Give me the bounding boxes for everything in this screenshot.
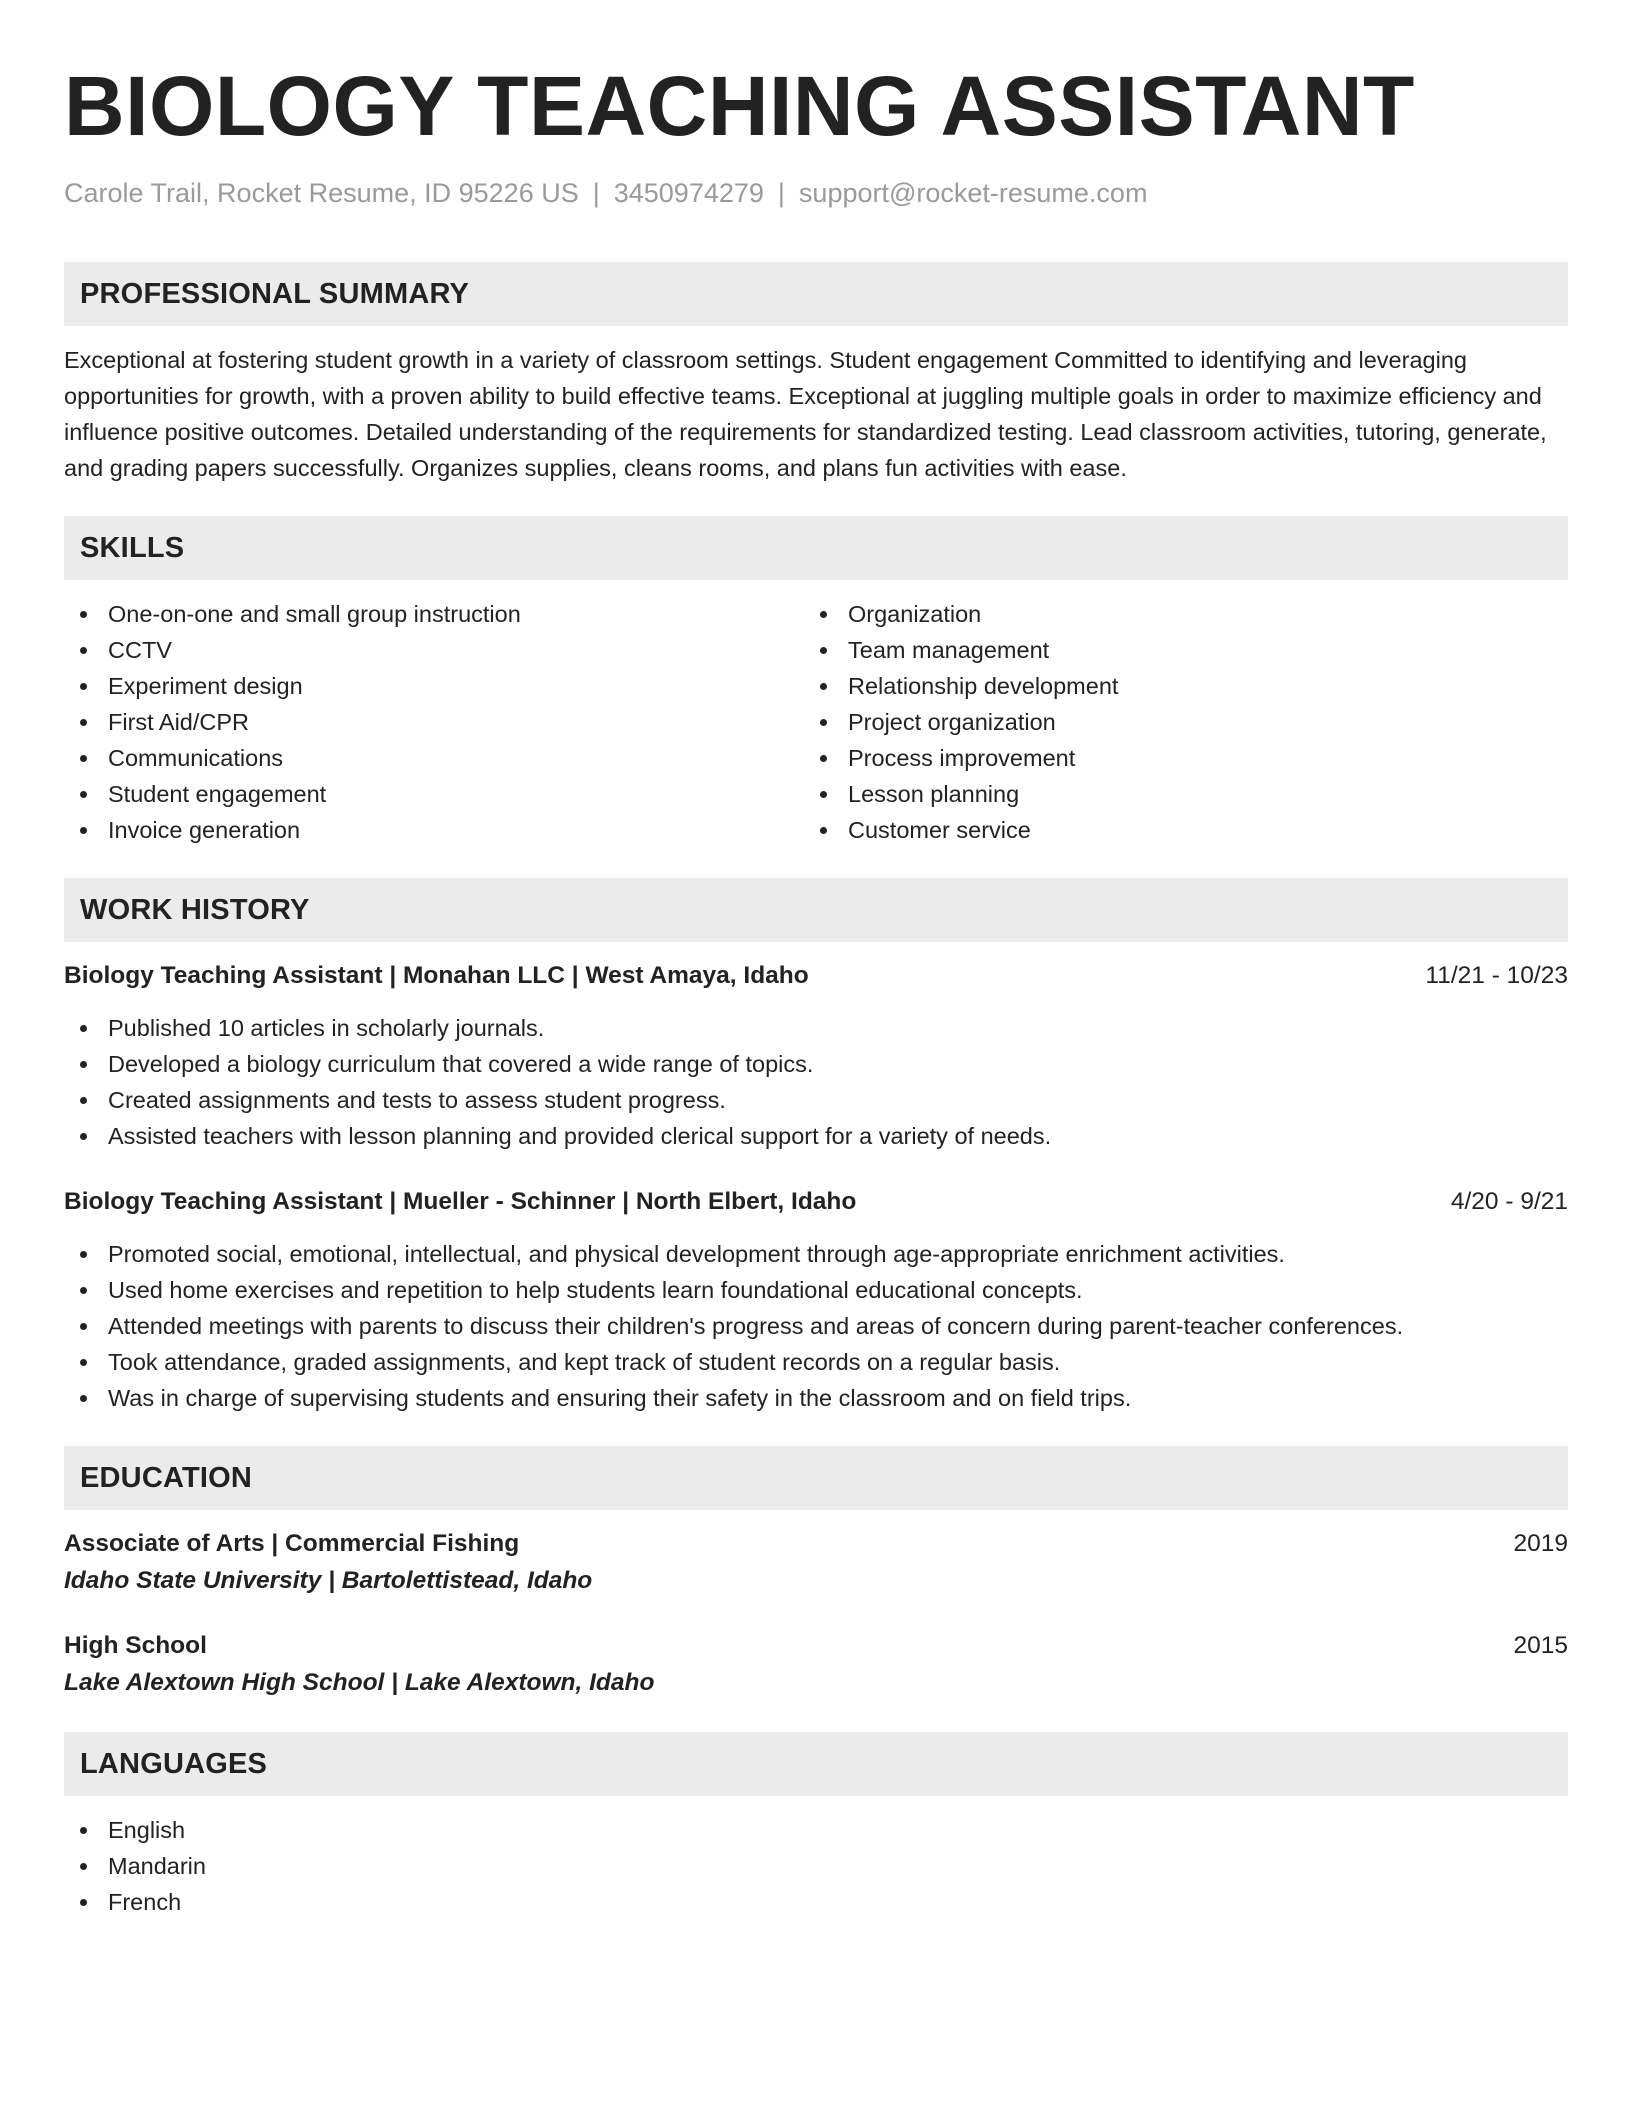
resume-title: BIOLOGY TEACHING ASSISTANT bbox=[64, 59, 1415, 153]
skill-item: First Aid/CPR bbox=[64, 704, 804, 740]
section-heading-languages: LANGUAGES bbox=[64, 1732, 1568, 1796]
job-duty-item: Promoted social, emotional, intellectual, and physical development through age-appropriate enrichment activities. bbox=[64, 1236, 1568, 1272]
skill-item: Communications bbox=[64, 740, 804, 776]
education-degree: Associate of Arts | Commercial Fishing bbox=[64, 1530, 520, 1557]
job-duty-item: Assisted teachers with lesson planning and provided clerical support for a variety of needs. bbox=[64, 1118, 1568, 1154]
contact-phone: 3450974279 bbox=[613, 178, 764, 208]
education-school: Idaho State University | Bartolettistead, Idaho bbox=[64, 1567, 593, 1594]
skill-item: Lesson planning bbox=[804, 776, 1544, 812]
education-year: 2015 bbox=[1513, 1632, 1568, 1659]
language-item: Mandarin bbox=[64, 1848, 1568, 1884]
education-year: 2019 bbox=[1513, 1530, 1568, 1557]
job-duties-list bbox=[64, 1010, 1568, 1154]
job-duty-item: Used home exercises and repetition to help students learn foundational educational concepts. bbox=[64, 1272, 1568, 1308]
skill-item: Experiment design bbox=[64, 668, 804, 704]
job-duty-item: Was in charge of supervising students and ensuring their safety in the classroom and on field trips. bbox=[64, 1380, 1568, 1416]
skill-item: Relationship development bbox=[804, 668, 1544, 704]
skill-item: Team management bbox=[804, 632, 1544, 668]
section-heading-skills: SKILLS bbox=[64, 516, 1568, 580]
job-title: Biology Teaching Assistant | Mueller - Schinner | North Elbert, Idaho bbox=[64, 1188, 857, 1215]
skill-item: Invoice generation bbox=[64, 812, 804, 848]
skill-item: Organization bbox=[804, 596, 1544, 632]
contact-email: support@rocket-resume.com bbox=[798, 178, 1148, 208]
education-school: Lake Alextown High School | Lake Alextown, Idaho bbox=[64, 1669, 655, 1696]
skills-list-left bbox=[64, 596, 804, 848]
job-duty-item: Attended meetings with parents to discuss their children's progress and areas of concern during parent-teacher conferences. bbox=[64, 1308, 1568, 1344]
skill-item: Customer service bbox=[804, 812, 1544, 848]
contact-separator: | bbox=[592, 178, 600, 208]
skill-item: One-on-one and small group instruction bbox=[64, 596, 804, 632]
job-duty-item: Published 10 articles in scholarly journals. bbox=[64, 1010, 1568, 1046]
skill-item: Project organization bbox=[804, 704, 1544, 740]
skills-grid bbox=[64, 596, 1568, 848]
job-entry-header bbox=[64, 1184, 1568, 1220]
languages-list bbox=[64, 1812, 1568, 1920]
contact-separator: | bbox=[777, 178, 785, 208]
job-duties-list bbox=[64, 1236, 1568, 1416]
education-degree: High School bbox=[64, 1632, 207, 1659]
job-dates: 4/20 - 9/21 bbox=[1450, 1188, 1568, 1215]
skills-list-right bbox=[804, 596, 1544, 848]
contact-line bbox=[64, 176, 1568, 210]
job-title: Biology Teaching Assistant | Monahan LLC | West Amaya, Idaho bbox=[64, 962, 809, 989]
skill-item: Process improvement bbox=[804, 740, 1544, 776]
skill-item: Student engagement bbox=[64, 776, 804, 812]
section-heading-education: EDUCATION bbox=[64, 1446, 1568, 1510]
job-duty-item: Created assignments and tests to assess student progress. bbox=[64, 1082, 1568, 1118]
section-heading-summary: PROFESSIONAL SUMMARY bbox=[64, 262, 1568, 326]
language-item: English bbox=[64, 1812, 1568, 1848]
job-entry-header bbox=[64, 958, 1568, 994]
contact-address: Carole Trail, Rocket Resume, ID 95226 US bbox=[64, 178, 579, 208]
language-item: French bbox=[64, 1884, 1568, 1920]
summary-text: Exceptional at fostering student growth in a variety of classroom settings. Student engagement Committed to identifying and leveraging opportunities for growth, with a proven ability to build effective teams. Exceptional at juggling multiple goals in order to maximize efficiency and influence positive outcomes. Detailed understanding of the requirements for standardized testing. Lead classroom activities, tutoring, generate, and grading papers successfully. Organizes supplies, cleans rooms, and plans fun activities with ease. bbox=[64, 347, 1547, 481]
job-dates: 11/21 - 10/23 bbox=[1425, 962, 1568, 989]
job-duty-item: Developed a biology curriculum that covered a wide range of topics. bbox=[64, 1046, 1568, 1082]
section-heading-work-history: WORK HISTORY bbox=[64, 878, 1568, 942]
job-duty-item: Took attendance, graded assignments, and kept track of student records on a regular basis. bbox=[64, 1344, 1568, 1380]
education-entry-header bbox=[64, 1628, 1568, 1664]
skill-item: CCTV bbox=[64, 632, 804, 668]
education-entry-header bbox=[64, 1526, 1568, 1562]
